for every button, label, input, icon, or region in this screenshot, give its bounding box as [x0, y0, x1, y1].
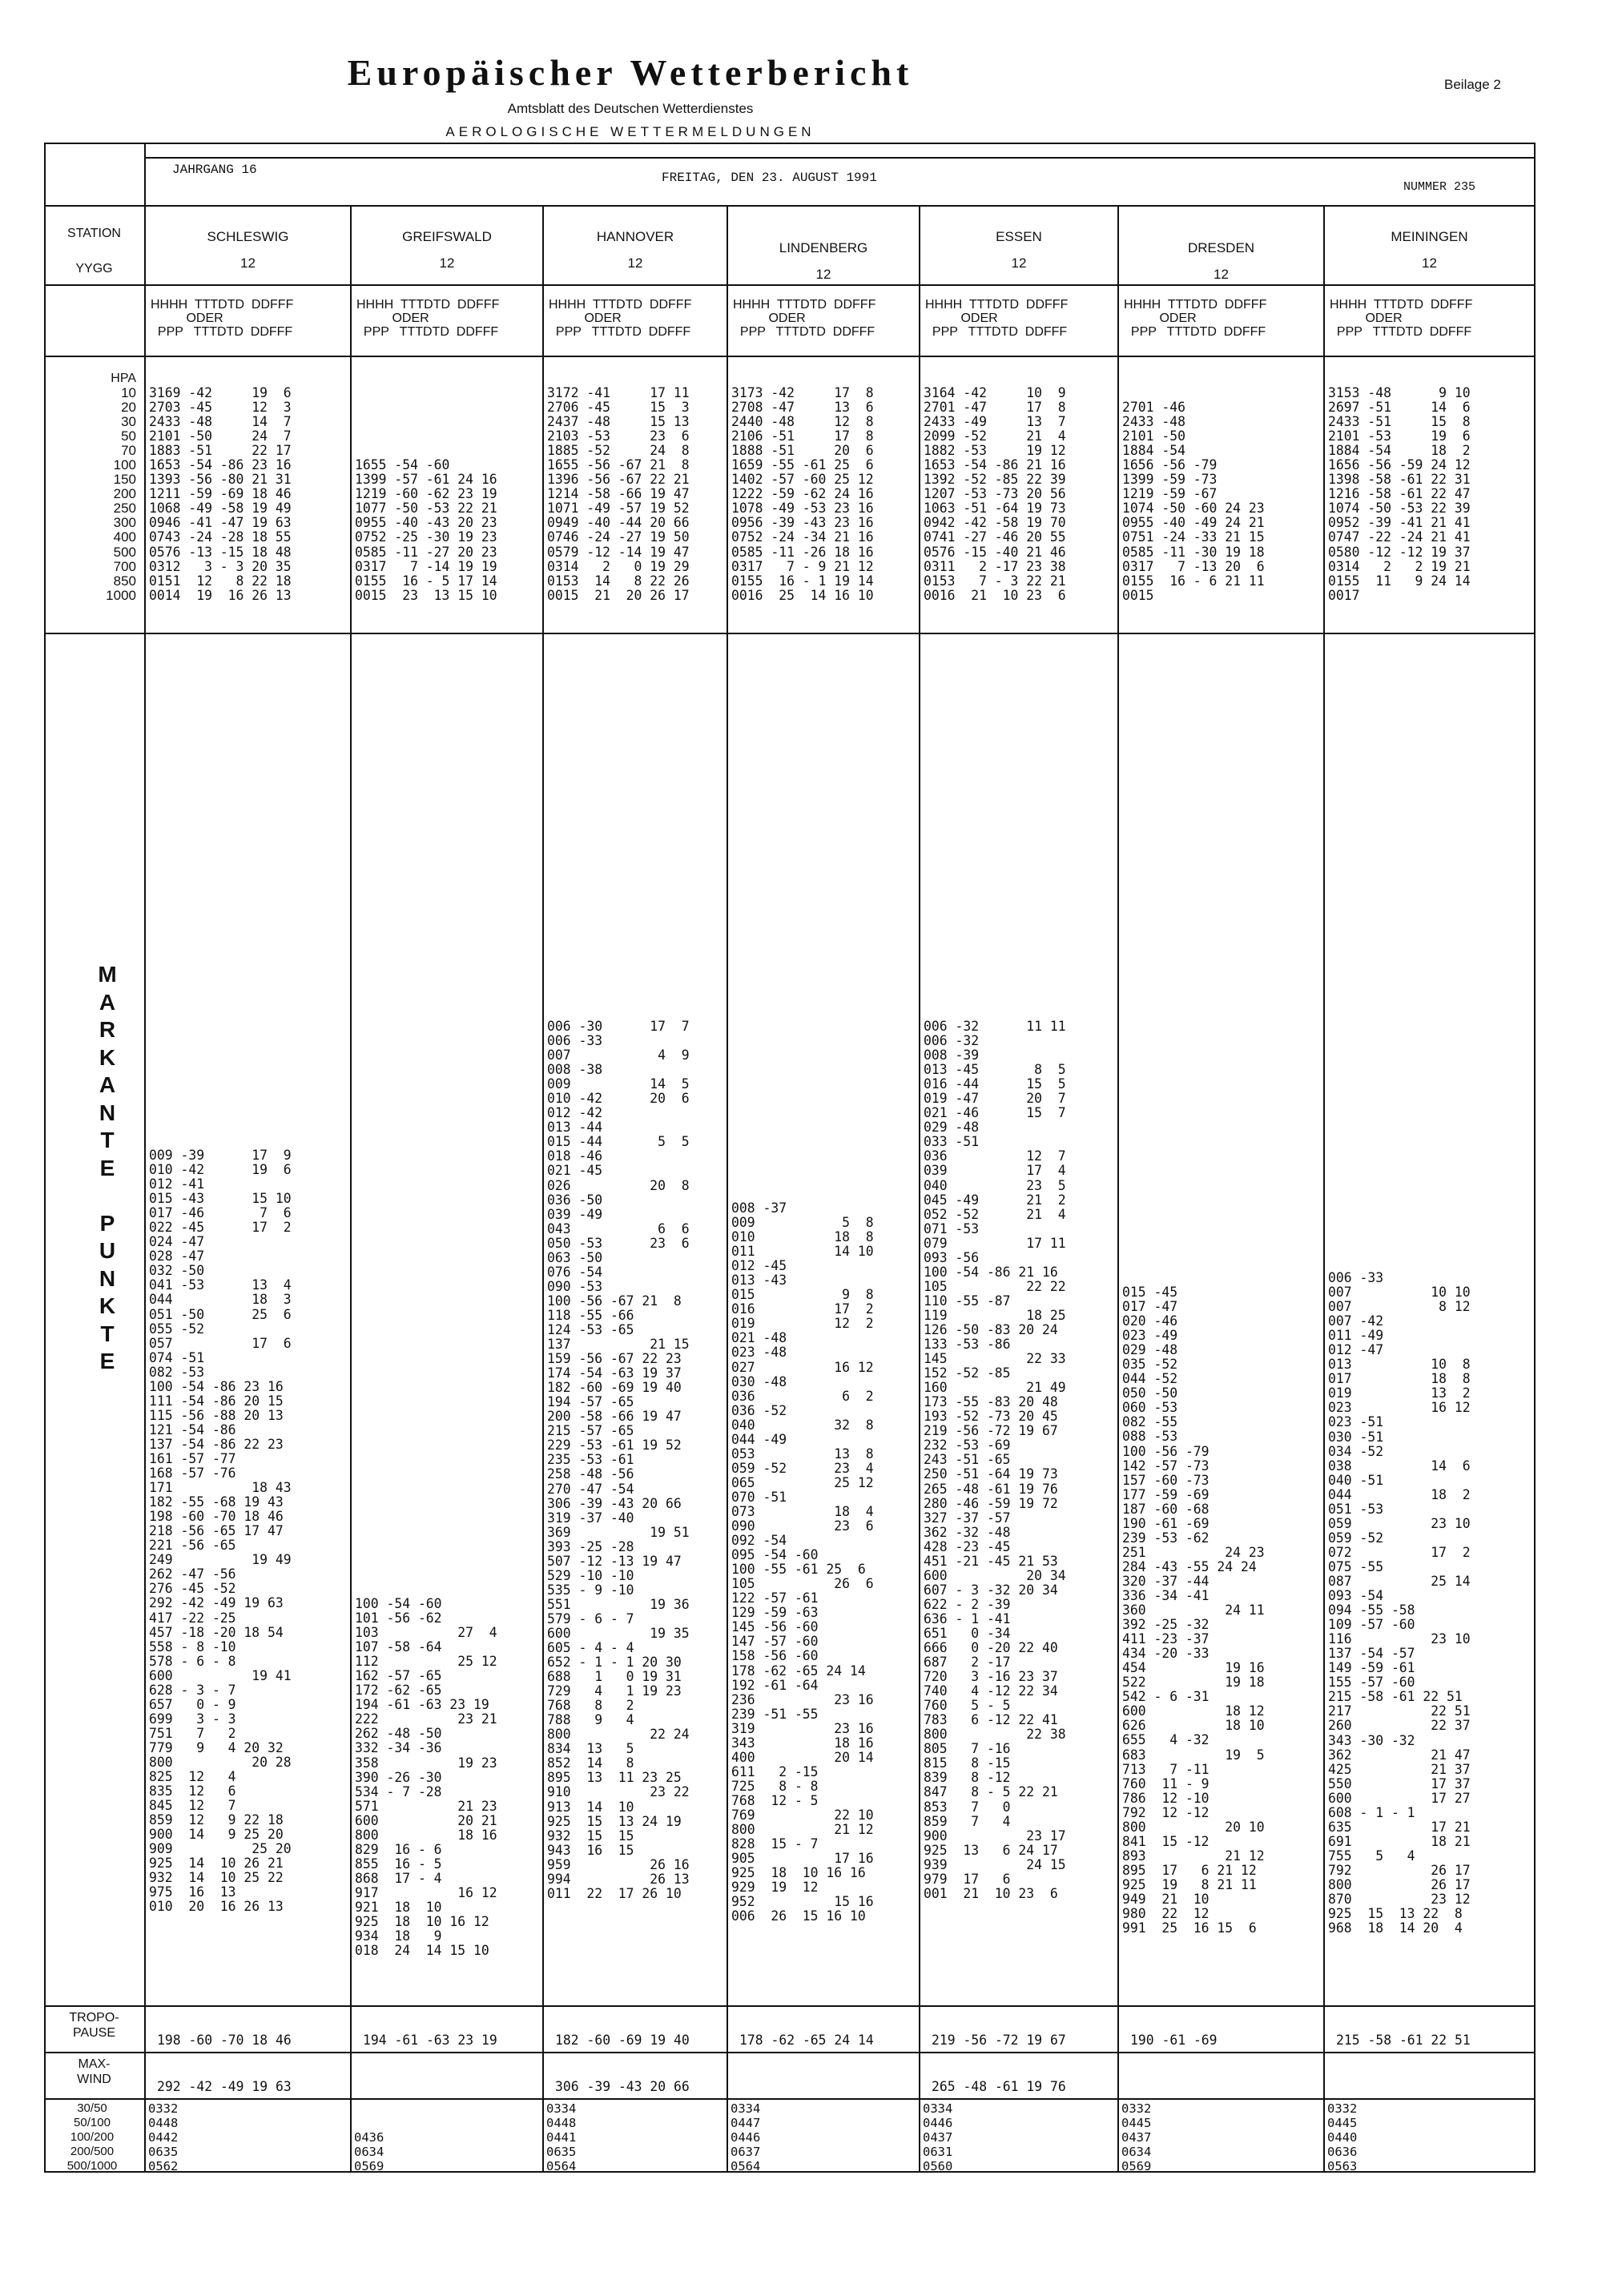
- tropopause-lindenberg: 178 -62 -65 24 14: [739, 2033, 874, 2048]
- column-head-schleswig: HHHH TTTDTD DDFFF ODER PPP TTTDTD DDFFF: [151, 298, 294, 339]
- tropopause-meiningen: 215 -58 -61 22 51: [1336, 2033, 1471, 2048]
- markante-punkte-schleswig: 009 -39 17 9 010 -42 19 6 012 -41 015 -43 15 10 017 -46 7 6 022 -45 17 2 024 -47 028 -47 032 -50 041 -53 13 4 044 18 3 051 -50 25 6 055 -52 057 17 6 074 -51 082 -53 100 -54 -86 23 16 111 -54 -86 20 15 115 -56 -88 20 13 121 -54 -86 137 -54 -86 22 23 161 -57 -77 168 -57 -76 171 18 43 182 -55 -68 19 43 198 -60 -70 18 46 218 -56 -65 17 47 221 -56 -65 249 19 49 262 -47 -56 276 -45 -52 292 -42 -49 19 63 417 -22 -25 457 -18 -20 18 54 558 - 8 -10 578 - 6 - 8 600 19 41 628 - 3 - 7 657 0 - 9 699 3 - 3 751 7 2 779 9 4 20 32 800 20 28 825 12 4 835 12 6 845 12 7 859 12 9 22 18 900 14 9 25 20 909 25 20 925 14 10 26 21 932 14 10 25 22 975 16 13 010 20 16 26 13: [149, 1148, 292, 1915]
- beilage-label: Beilage 2: [1444, 77, 1501, 92]
- rule-label-col: [144, 143, 146, 2173]
- layer-labels: 30/50 50/100 100/200 200/500 500/1000: [66, 2101, 118, 2173]
- rule-under-colhead: [44, 356, 1536, 357]
- tropopause-essen: 219 -56 -72 19 67: [932, 2033, 1066, 2048]
- station-name-hannover: HANNOVER: [596, 229, 674, 244]
- rule-col-3: [727, 205, 728, 2173]
- station-name-lindenberg: LINDENBERG: [779, 240, 868, 255]
- rule-col-5: [1117, 205, 1119, 2173]
- rule-col-4: [919, 205, 920, 2173]
- station-time-schleswig: 12: [240, 255, 256, 271]
- station-time-lindenberg: 12: [815, 267, 831, 282]
- rule-under-maxwind: [44, 2098, 1536, 2100]
- layer-values-lindenberg: 0334 0447 0446 0637 0564: [731, 2101, 761, 2174]
- rule-header: [144, 157, 1536, 159]
- tropopause-schleswig: 198 -60 -70 18 46: [157, 2033, 292, 2048]
- rule-under-markante: [44, 2005, 1536, 2007]
- layer-values-meiningen: 0332 0445 0440 0636 0563: [1327, 2101, 1358, 2174]
- yygg-label: YYGG: [75, 262, 113, 275]
- rule-col-1: [350, 205, 352, 2173]
- station-name-meiningen: MEININGEN: [1391, 229, 1468, 244]
- maxwind-label: MAX- WIND: [77, 2057, 111, 2086]
- maxwind-essen: 265 -48 -61 19 76: [932, 2079, 1066, 2094]
- maxwind-hannover: 306 -39 -43 20 66: [555, 2079, 690, 2094]
- markante-punkte-dresden: 015 -45 017 -47 020 -46 023 -49 029 -48 035 -52 044 -52 050 -50 060 -53 082 -55 088 -53 100 -56 -79 142 -57 -73 157 -60 -73 177 -59 -69 187 -60 -68 190 -61 -69 239 -53 -62 251 24 23 284 -43 -55 24 24 320 -37 -44 336 -34 -41 360 24 11 392 -25 -32 411 -23 -37 434 -20 -33 454 19 16 522 19 18 542 - 6 -31 600 18 12 626 18 10 655 4 -32 683 19 5 713 7 -11 760 11 - 9 786 12 -10 792 12 -12 800 20 10 841 15 -12 893 21 12 895 17 6 21 12 925 19 8 21 11 949 21 10 980 22 12 991 25 16 15 6: [1122, 1285, 1265, 1936]
- column-head-greifswald: HHHH TTTDTD DDFFF ODER PPP TTTDTD DDFFF: [356, 298, 500, 339]
- station-name-dresden: DRESDEN: [1187, 240, 1255, 255]
- markante-punkte-lindenberg: 008 -37 009 5 8 010 18 8 011 14 10 012 -45 013 -43 015 9 8 016 17 2 019 12 2 021 -48 023 -48 027 16 12 030 -48 036 6 2 036 -52 040 32 8 044 -49 053 13 8 059 -52 23 4 065 25 12 070 -51 073 18 4 090 23 6 092 -54 095 -54 -60 100 -55 -61 25 6 105 26 6 122 -57 -61 129 -59 -63 145 -56 -60 147 -57 -60 158 -56 -60 178 -62 -65 24 14 192 -61 -64 236 23 16 239 -51 -55 319 23 16 343 18 16 400 20 14 611 2 -15 725 8 - 8 768 12 - 5 769 22 10 800 21 12 828 15 - 7 905 17 16 925 18 10 16 16 929 19 12 952 15 16 006 26 15 16 10: [731, 1200, 874, 1924]
- section-title: AEROLOGISCHE WETTERMELDUNGEN: [445, 124, 815, 139]
- station-name-schleswig: SCHLESWIG: [207, 229, 289, 244]
- rule-under-header: [44, 205, 1536, 207]
- jahrgang: JAHRGANG 16: [172, 163, 257, 177]
- station-name-greifswald: GREIFSWALD: [402, 229, 492, 244]
- hpa-levels: 10 20 30 50 70 100 150 200 250 300 400 500 700 850 1000: [106, 385, 136, 603]
- layer-values-greifswald: 0436 0634 0569: [354, 2130, 384, 2174]
- rule-col-6: [1323, 205, 1325, 2173]
- markante-punkte-hannover: 006 -30 17 7 006 -33 007 4 9 008 -38 009 14 5 010 -42 20 6 012 -42 013 -44 015 -44 5 5 018 -46 021 -45 026 20 8 036 -50 039 -49 043 6 6 050 -53 23 6 063 -50 076 -54 090 -53 100 -56 -67 21 8 118 -55 -66 124 -53 -65 137 21 15 159 -56 -67 22 23 174 -54 -63 19 37 182 -60 -69 19 40 194 -57 -65 200 -58 -66 19 47 215 -57 -65 229 -53 -61 19 52 235 -53 -61 258 -48 -56 270 -47 -54 306 -39 -43 20 66 319 -37 -40 369 19 51 393 -25 -28 507 -12 -13 19 47 529 -10 -10 535 - 9 -10 551 19 36 579 - 6 - 7 600 19 35 605 - 4 - 4 652 - 1 - 1 20 30 688 1 0 19 31 729 4 1 19 23 768 8 2 788 9 4 800 22 24 834 13 5 852 14 8 895 13 11 23 25 910 23 22 913 14 10 925 15 13 24 19 932 15 15 943 16 15 959 26 16 994 26 13 011 22 17 26 10: [547, 1019, 690, 1901]
- rule-under-standard: [44, 633, 1536, 634]
- markante-punkte-label: M A R K A N T E P U N K T E: [98, 962, 117, 1373]
- subtitle: Amtsblatt des Deutschen Wetterdienstes: [507, 101, 754, 116]
- station-time-greifswald: 12: [439, 255, 455, 271]
- markante-punkte-essen: 006 -32 11 11 006 -32 008 -39 013 -45 8 5 016 -44 15 5 019 -47 20 7 021 -46 15 7 029 -48 033 -51 036 12 7 039 17 4 040 23 5 045 -49 21 2 052 -52 21 4 071 -53 079 17 11 093 -56 100 -54 -86 21 16 105 22 22 110 -55 -87 119 18 25 126 -50 -83 20 24 133 -53 -86 145 22 33 152 -52 -85 160 21 49 173 -55 -83 20 48 193 -52 -73 20 45 219 -56 -72 19 67 232 -53 -69 243 -51 -65 250 -51 -64 19 73 265 -48 -61 19 76 280 -46 -59 19 72 327 -37 -57 362 -32 -48 428 -23 -45 451 -21 -45 21 53 600 20 34 607 - 3 -32 20 34 622 - 2 -39 636 - 1 -41 651 0 -34 666 0 -20 22 40 687 2 -17 720 3 -16 23 37 740 4 -12 22 34 760 5 - 5 783 6 -12 22 41 800 22 38 805 7 -16 815 8 -15 839 8 -12 847 8 - 5 22 21 853 7 0 859 7 4 900 23 17 925 13 6 24 17 939 24 15 979 17 6 001 21 10 23 6: [924, 1019, 1066, 1901]
- column-head-meiningen: HHHH TTTDTD DDFFF ODER PPP TTTDTD DDFFF: [1330, 298, 1473, 339]
- station-time-hannover: 12: [627, 255, 643, 271]
- layer-values-hannover: 0334 0448 0441 0635 0564: [546, 2101, 577, 2174]
- maxwind-schleswig: 292 -42 -49 19 63: [157, 2079, 292, 2094]
- tropopause-label: TROPO- PAUSE: [69, 2011, 119, 2040]
- standard-levels-lindenberg: 3173 -42 17 8 2708 -47 13 6 2440 -48 12 8 2106 -51 17 8 1888 -51 20 6 1659 -55 -61 25 6 1402 -57 -60 25 12 1222 -59 -62 24 16 1078 -49 -53 23 16 0956 -39 -43 23 16 0752 -24 -34 21 16 0585 -11 -26 18 16 0317 7 - 9 21 12 0155 16 - 1 19 14 0016 25 14 16 10: [731, 385, 874, 603]
- page-title: Europäischer Wetterbericht: [347, 52, 914, 93]
- station-name-essen: ESSEN: [996, 229, 1042, 244]
- tropopause-greifswald: 194 -61 -63 23 19: [363, 2033, 497, 2048]
- tropopause-hannover: 182 -60 -69 19 40: [555, 2033, 690, 2048]
- standard-levels-essen: 3164 -42 10 9 2701 -47 17 8 2433 -49 13 7 2099 -52 21 4 1882 -53 19 12 1653 -54 -86 21 16 1392 -52 -85 22 39 1207 -53 -73 20 56 1063 -51 -64 19 73 0942 -42 -58 19 70 0741 -27 -46 20 55 0576 -15 -40 21 46 0311 2 -17 23 38 0153 7 - 3 22 21 0016 21 10 23 6: [924, 385, 1066, 603]
- layer-values-schleswig: 0332 0448 0442 0635 0562: [148, 2101, 179, 2174]
- column-head-dresden: HHHH TTTDTD DDFFF ODER PPP TTTDTD DDFFF: [1124, 298, 1267, 339]
- column-head-essen: HHHH TTTDTD DDFFF ODER PPP TTTDTD DDFFF: [925, 298, 1069, 339]
- standard-levels-hannover: 3172 -41 17 11 2706 -45 15 3 2437 -48 15 13 2103 -53 23 6 1885 -52 24 8 1655 -56 -67 21 8 1396 -56 -67 22 21 1214 -58 -66 19 47 1071 -49 -57 19 52 0949 -40 -44 20 66 0746 -24 -27 19 50 0579 -12 -14 19 47 0314 2 0 19 29 0153 14 8 22 26 0015 21 20 26 17: [547, 385, 690, 603]
- rule-under-tropo: [44, 2052, 1536, 2053]
- layer-values-dresden: 0332 0445 0437 0634 0569: [1121, 2101, 1152, 2174]
- layer-values-essen: 0334 0446 0437 0631 0560: [923, 2101, 953, 2174]
- station-time-essen: 12: [1011, 255, 1027, 271]
- issue-number: NUMMER 235: [1403, 180, 1476, 194]
- column-head-hannover: HHHH TTTDTD DDFFF ODER PPP TTTDTD DDFFF: [549, 298, 692, 339]
- station-time-dresden: 12: [1214, 267, 1229, 282]
- standard-levels-greifswald: 1655 -54 -60 1399 -57 -61 24 16 1219 -60 -62 23 19 1077 -50 -53 22 21 0955 -40 -43 20 23 0752 -25 -30 19 23 0585 -11 -27 20 23 0317 7 -14 19 19 0155 16 - 5 17 14 0015 23 13 15 10: [355, 457, 497, 603]
- markante-punkte-meiningen: 006 -33 007 10 10 007 8 12 007 -42 011 -49 012 -47 013 10 8 017 18 8 019 13 2 023 16 12 023 -51 030 -51 034 -52 038 14 6 040 -51 044 18 2 051 -53 059 23 10 059 -52 072 17 2 075 -55 087 25 14 093 -54 094 -55 -58 109 -57 -60 116 23 10 137 -54 -57 149 -59 -61 155 -57 -60 215 -58 -61 22 51 217 22 51 260 22 37 343 -30 -32 362 21 47 425 21 37 550 17 37 600 17 27 608 - 1 - 1 635 17 21 691 18 21 755 5 4 792 26 17 800 26 17 870 23 12 925 15 13 22 8 968 18 14 20 4: [1328, 1270, 1471, 1936]
- standard-levels-schleswig: 3169 -42 19 6 2703 -45 12 3 2433 -48 14 7 2101 -50 24 7 1883 -51 22 17 1653 -54 -86 23 16 1393 -56 -80 21 31 1211 -59 -69 18 46 1068 -49 -58 19 49 0946 -41 -47 19 63 0743 -24 -28 18 55 0576 -13 -15 18 48 0312 3 - 3 20 35 0151 12 8 22 18 0014 19 16 26 13: [149, 385, 292, 603]
- station-label: STATION: [67, 227, 121, 240]
- rule-col-2: [542, 205, 544, 2173]
- column-head-lindenberg: HHHH TTTDTD DDFFF ODER PPP TTTDTD DDFFF: [733, 298, 876, 339]
- standard-levels-meiningen: 3153 -48 9 10 2697 -51 14 6 2433 -51 15 8 2101 -53 19 6 1884 -54 18 2 1656 -56 -59 24 12 1398 -58 -61 22 31 1216 -58 -61 22 47 1074 -50 -53 22 39 0952 -39 -41 21 41 0747 -22 -24 21 41 0580 -12 -12 19 37 0314 2 2 19 21 0155 11 9 24 14 0017: [1328, 385, 1471, 603]
- markante-punkte-greifswald: 100 -54 -60 101 -56 -62 103 27 4 107 -58 -64 112 25 12 162 -57 -65 172 -62 -65 194 -61 -63 23 19 222 23 21 262 -48 -50 332 -34 -36 358 19 23 390 -26 -30 534 - 7 -28 571 21 23 600 20 21 800 18 16 829 16 - 6 855 16 - 5 868 17 - 4 917 16 12 921 18 10 925 18 10 16 12 934 18 9 018 24 14 15 10: [355, 1596, 497, 1959]
- tropopause-dresden: 190 -61 -69: [1130, 2033, 1218, 2048]
- rule-under-station: [44, 284, 1536, 286]
- issue-date: FREITAG, DEN 23. AUGUST 1991: [662, 171, 877, 185]
- standard-levels-dresden: 2701 -46 2433 -48 2101 -50 1884 -54 1656 -56 -79 1399 -59 -73 1219 -59 -67 1074 -50 -60 24 23 0955 -40 -49 24 21 0751 -24 -33 21 15 0585 -11 -30 19 18 0317 7 -13 20 6 0155 16 - 6 21 11 0015: [1122, 400, 1265, 603]
- hpa-label: HPA: [111, 372, 136, 385]
- station-time-meiningen: 12: [1422, 255, 1437, 271]
